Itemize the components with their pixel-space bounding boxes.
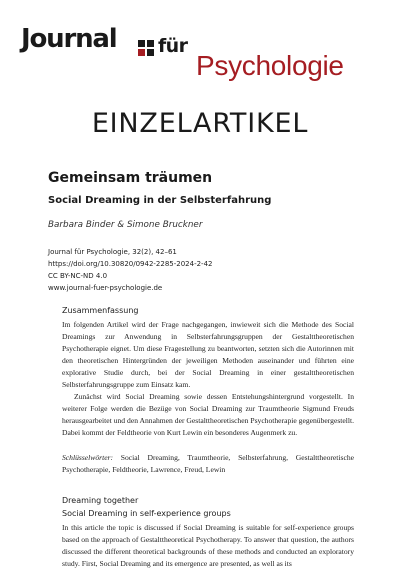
keywords-list: Social Dreaming, Traumtheorie, Selbsterfahrung, Gestalttheoretische Psychotherapie, Feldtheorie, Lawrence, Freud, Lewin	[62, 453, 354, 474]
journal-masthead	[0, 0, 400, 90]
masthead-journal-word: Journal	[21, 24, 117, 54]
masthead-psychologie-word: Psychologie	[196, 50, 344, 81]
abstract-heading-en: Dreaming together	[62, 496, 139, 505]
website-link[interactable]: www.journal-fuer-psychologie.de	[48, 284, 163, 292]
article-type-banner: EINZELARTIKEL	[91, 108, 309, 139]
masthead-fuer-word: für	[158, 35, 188, 57]
abstract-paragraph-de-1: Im folgenden Artikel wird der Frage nachgegangen, inwieweit sich die Methode des Social Dreamings zur Anwendung in Selbsterfahrungsgruppen der Gestalttheoretischen Psychotherapie eignet. Um diese Fragestellung zu beantworten, setzten sich die Autorinnen mit den theoretischen Hintergründen der jeweiligen Methoden auseinander und führten eine explorative Studie durch, bei der Social Dreaming in einer gestalttheoretischen Selbsterfahrungsgruppe zum Einsatz kam.	[62, 320, 354, 389]
article-title: Gemeinsam träumen	[48, 170, 213, 186]
keywords-de	[62, 452, 354, 476]
abstract-paragraph-en-1: In this article the topic is discussed if Social Dreaming is suitable for self-experience groups based on the approach of Gestalttheoretical Psychotherapy. To answer that question, the authors discussed the different theoretical backgrounds of these methods and conducted an exploratory study. First, Social Dreaming and its emergence are presented, as well as its	[62, 523, 354, 568]
abstract-subheading-en: Social Dreaming in self-experience groups	[62, 509, 231, 518]
article-subtitle: Social Dreaming in der Selbsterfahrung	[48, 195, 272, 206]
abstract-heading-de: Zusammenfassung	[62, 306, 139, 315]
license-label: CC BY-NC-ND 4.0	[48, 272, 108, 280]
article-authors: Barbara Binder & Simone Bruckner	[48, 220, 203, 230]
citation-block	[48, 246, 213, 294]
keywords-label: Schlüsselwörter:	[62, 453, 114, 462]
abstract-paragraph-de-2: Zunächst wird Social Dreaming sowie dessen Entstehungshintergrund vorgestellt. In weiterer Folge werden die Bezüge von Social Dreaming zur Traumtheorie Sigmund Freuds herausgearbeitet und den Annahmen der Gestalttheoretischen Psychotherapie gegenübergestellt. Dabei kommt der Feldtheorie von Kurt Lewin ein besonderes Augenmerk zu.	[62, 392, 354, 437]
doi-link[interactable]: https://doi.org/10.30820/0942-2285-2024-2-42	[48, 260, 213, 268]
masthead-logo-squares-icon	[138, 40, 154, 56]
citation-reference: Journal für Psychologie, 32(2), 42–61	[48, 248, 177, 256]
